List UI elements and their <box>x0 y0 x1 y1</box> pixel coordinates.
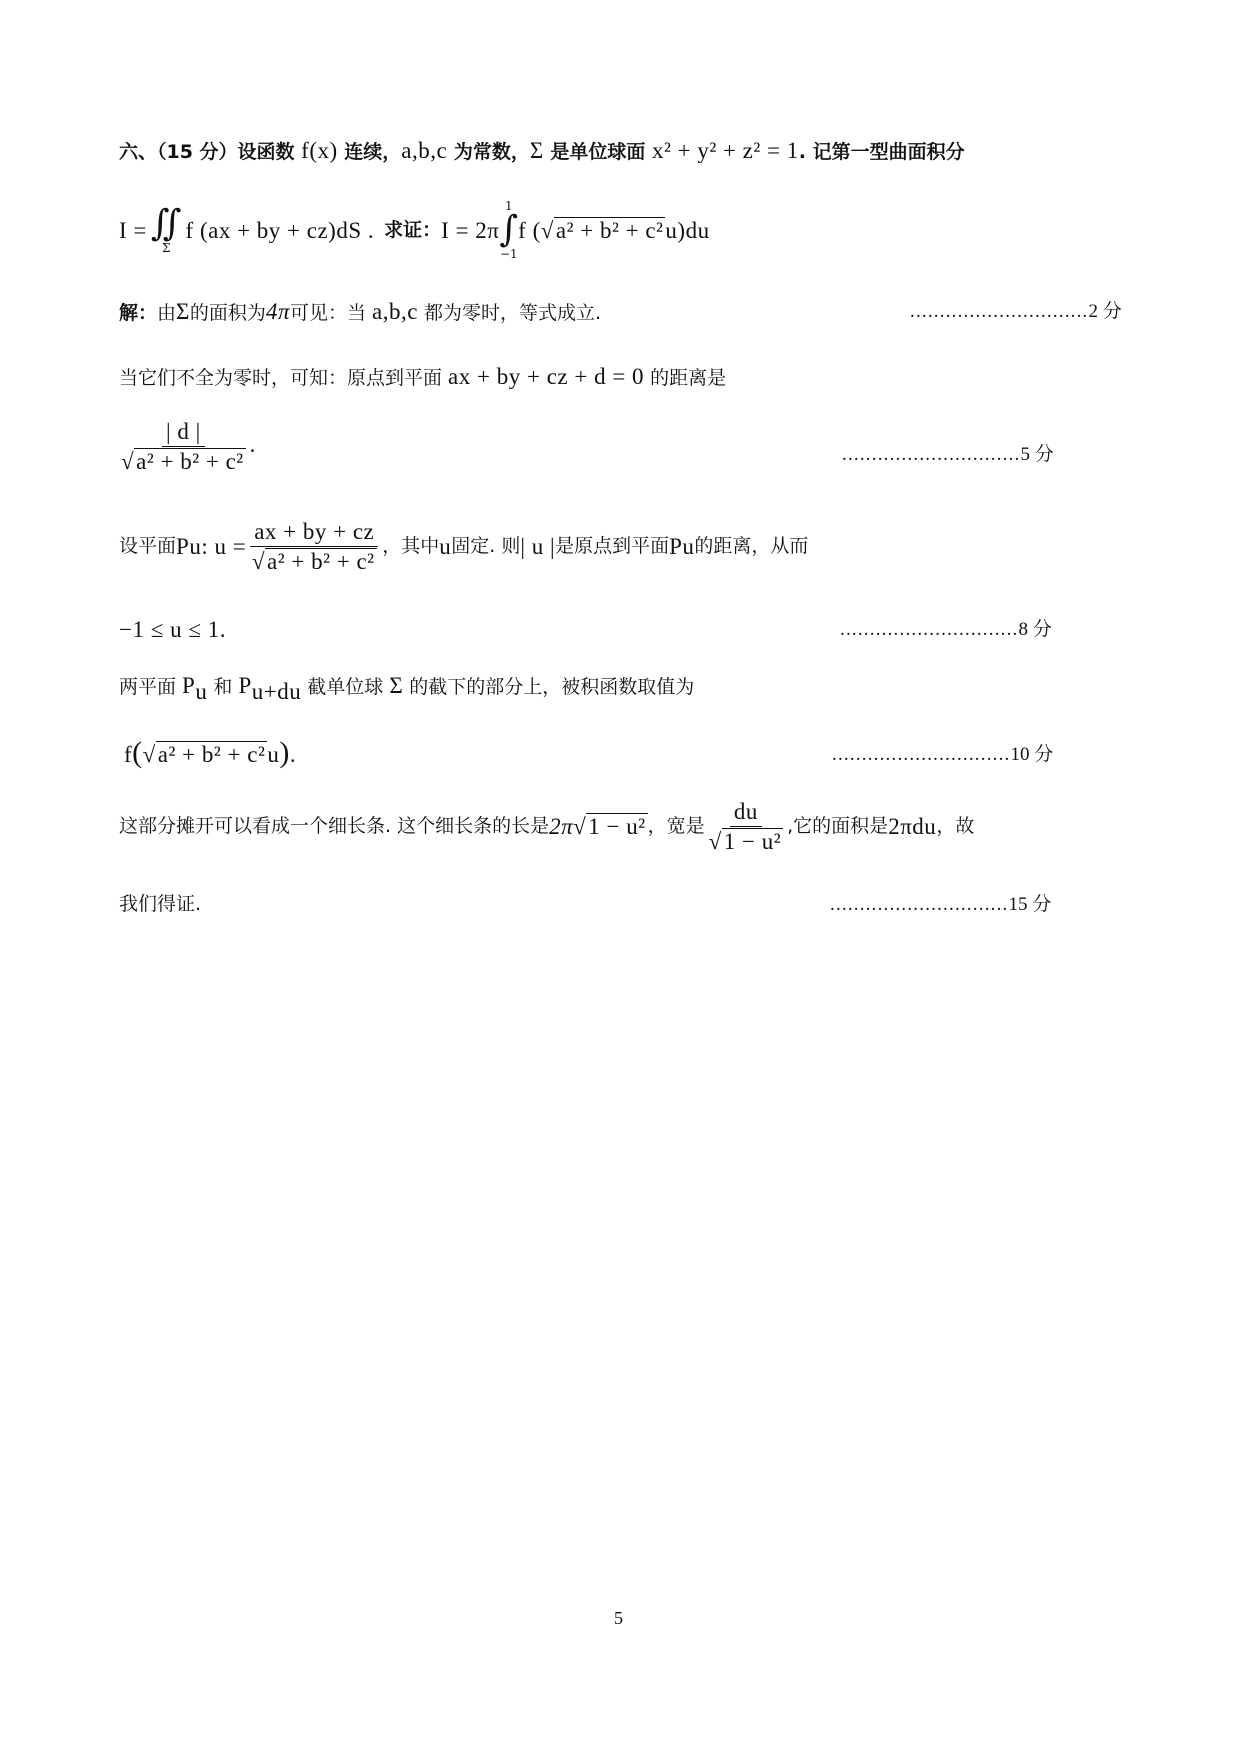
u-var: u <box>439 534 452 559</box>
integral-lhs: I = <box>119 217 147 243</box>
text: 固定. 则 <box>451 535 521 557</box>
text: 两平面 <box>119 676 183 698</box>
score-value: 10 分 <box>1010 744 1054 765</box>
area-expression: 2πdu <box>888 814 937 839</box>
radicand: 1 − u² <box>723 829 782 854</box>
score-value: 8 分 <box>1018 619 1052 640</box>
definite-integral-sign: 1 ∫ −1 <box>499 199 519 261</box>
plane-fraction <box>250 520 378 573</box>
colon-eq: : u = <box>201 534 247 559</box>
text: 由 <box>157 302 177 324</box>
plane-subscript: u+du <box>251 679 302 704</box>
plane-subscript: u <box>682 534 695 559</box>
text: 的距离，从而 <box>694 535 809 557</box>
leader-dots: .............................. <box>840 619 1019 640</box>
leader-dots: .............................. <box>830 894 1009 915</box>
score-value: 2 分 <box>1088 301 1122 322</box>
plane-P: P <box>669 534 683 559</box>
text: ,它的面积是 <box>787 815 889 837</box>
problem-header-prefix: 六、（15 分）设函数 <box>119 141 302 163</box>
denominator: √a² + b² + c² <box>121 449 244 474</box>
abc-constants: a,b,c <box>401 138 448 163</box>
text: ，宽是 <box>647 815 705 837</box>
text: 截单位球 <box>301 676 390 698</box>
plane-equation: ax + by + cz + d = 0 <box>448 364 645 389</box>
integral-subscript: Σ <box>161 241 171 255</box>
sqrt-expression: √a² + b² + c² <box>540 217 664 243</box>
solution-line-2 <box>119 365 726 388</box>
numerator: ax + by + cz <box>250 520 378 547</box>
plane-P: P <box>182 673 196 698</box>
text: ，故 <box>936 815 975 837</box>
text: 和 <box>207 676 239 698</box>
solution-line-4 <box>119 520 808 573</box>
radicand: a² + b² + c² <box>136 449 244 474</box>
text: 的面积为 <box>189 302 266 324</box>
leader-dots: .............................. <box>832 744 1011 765</box>
fx: f(x) <box>301 138 338 163</box>
sigma-symbol: Σ <box>389 673 404 698</box>
integral-body: f (ax + by + cz)dS . <box>185 217 375 243</box>
radicand: a² + b² + c² <box>157 742 266 767</box>
header-text: 连续， <box>337 141 402 163</box>
solution-label: 解： <box>119 302 158 324</box>
distance-fraction: $\frac{| d |}{\text{√a² + b² + c²}}$ . <box>121 419 256 474</box>
lower-limit: −1 <box>499 247 518 261</box>
header-text: 为常数， <box>447 141 530 163</box>
plane-P: P <box>176 534 190 559</box>
four-pi: 4π <box>265 299 290 324</box>
score-10 <box>832 745 1053 764</box>
denominator: √1 − u² <box>708 829 782 854</box>
integrand-value: f(√a² + b² + c²u). <box>124 736 297 769</box>
f-func: f <box>124 742 133 767</box>
leader-dots: .............................. <box>910 301 1089 322</box>
double-integral-sign: ∬ Σ <box>150 203 182 255</box>
score-5 <box>842 445 1054 464</box>
leader-dots: .............................. <box>842 444 1021 465</box>
score-8 <box>840 620 1052 639</box>
plane-subscript: u <box>189 534 202 559</box>
score-value: 15 分 <box>1008 894 1052 915</box>
header-text: . 记第一型曲面积分 <box>798 141 965 163</box>
sqrt-expression: √a² + b² + c² <box>142 742 266 767</box>
u-range: −1 ≤ u ≤ 1. <box>119 617 226 642</box>
abs-u: | u | <box>520 534 556 559</box>
upper-limit: 1 <box>504 199 513 213</box>
sqrt-expression: √1 − u² <box>573 814 646 839</box>
score-value: 5 分 <box>1020 444 1054 465</box>
text: 的截下的部分上，被积函数取值为 <box>403 676 695 698</box>
fraction <box>121 420 246 473</box>
conclusion: 我们得证. <box>119 893 202 915</box>
two-pi: 2π <box>549 814 574 839</box>
solution-line-8 <box>119 800 974 853</box>
text: 当它们不全为零时，可知：原点到平面 <box>119 367 449 389</box>
prove-body-end: u)du <box>665 217 710 243</box>
prove-label: 求证： <box>384 218 442 241</box>
sigma-symbol: Σ <box>176 299 190 324</box>
numerator: | d | <box>162 420 205 447</box>
text: 的距离是 <box>644 367 727 389</box>
text: ，其中 <box>382 535 440 557</box>
integral-definition <box>119 200 710 260</box>
score-2 <box>910 302 1122 321</box>
problem-header <box>119 139 965 162</box>
page-number: 5 <box>614 1608 623 1628</box>
numerator: du <box>730 800 762 827</box>
prove-body: f ( <box>518 217 541 243</box>
solution-line-6 <box>119 674 694 703</box>
text: 这部分摊开可以看成一个细长条. 这个细长条的长是 <box>119 815 550 837</box>
text: 设平面 <box>119 535 177 557</box>
solution-line-1 <box>119 300 601 323</box>
sphere-equation: x² + y² + z² = 1 <box>651 138 799 163</box>
prove-lhs: I = 2π <box>441 217 500 243</box>
header-text: 是单位球面 <box>543 141 652 163</box>
plane-P: P <box>238 673 252 698</box>
sigma-symbol: Σ <box>529 138 544 163</box>
width-fraction <box>709 800 784 853</box>
u-var: u <box>267 742 280 767</box>
radicand: a² + b² + c² <box>555 217 664 243</box>
text: 可见：当 <box>289 302 373 324</box>
text: 是原点到平面 <box>555 535 670 557</box>
radicand: 1 − u² <box>588 814 646 839</box>
plane-subscript: u <box>195 679 208 704</box>
score-15 <box>830 895 1051 914</box>
radicand: a² + b² + c² <box>267 549 375 574</box>
text: 都为零时，等式成立. <box>417 302 602 324</box>
abc-constants: a,b,c <box>372 299 418 324</box>
denominator: √a² + b² + c² <box>251 549 375 574</box>
